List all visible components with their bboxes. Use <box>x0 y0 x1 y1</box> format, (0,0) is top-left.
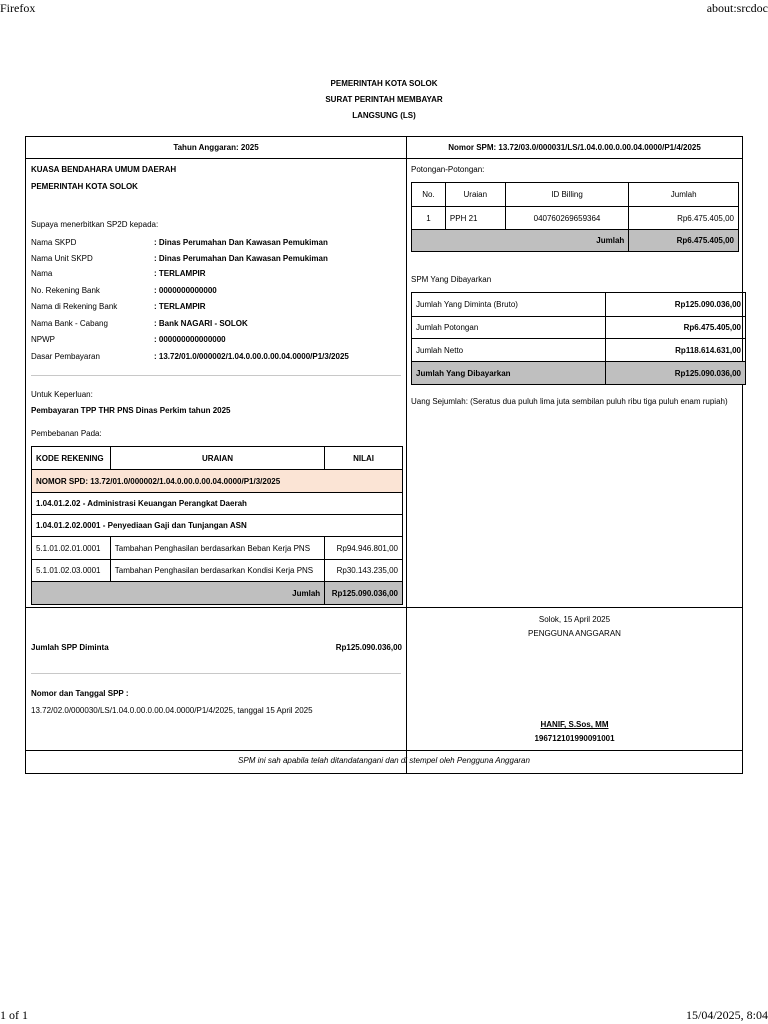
spm-dibayarkan-table <box>411 292 746 385</box>
group-kegiatan: 1.04.01.2.02 - Administrasi Keuangan Perangkat Daerah <box>32 493 403 515</box>
signature-row-divider <box>26 607 742 608</box>
cell-jumlah: Rp6.475.405,00 <box>629 207 739 230</box>
field-value: : Bank NAGARI - SOLOK <box>154 319 248 328</box>
header-no: No. <box>412 183 446 207</box>
group-subkegiatan: 1.04.01.2.02.0001 - Penyediaan Gaji dan Tunjangan ASN <box>32 515 403 537</box>
field-label: NPWP <box>31 335 55 344</box>
nomor-spd: NOMOR SPD: 13.72/01.0/000002/1.04.0.00.0.00.04.0000/P1/3/2025 <box>32 470 403 493</box>
field-label: Nama Unit SKPD <box>31 254 93 263</box>
nomor-spm: Nomor SPM: 13.72/03.0/000031/LS/1.04.0.00.0.00.04.0000/P1/4/2025 <box>448 143 701 152</box>
cell-uraian: Tambahan Penghasilan berdasarkan Kondisi Kerja PNS <box>110 560 324 582</box>
uang-sejumlah: Uang Sejumlah: (Seratus dua puluh lima juta sembilan puluh ribu tiga puluh enam rupiah) <box>411 397 728 406</box>
cell-nilai: Rp94.946.801,00 <box>325 537 403 560</box>
cell-nilai: Rp30.143.235,00 <box>325 560 403 582</box>
pembebanan-label: Pembebanan Pada: <box>31 429 102 438</box>
cell-label: Jumlah Yang Dibayarkan <box>412 362 606 385</box>
browser-app-name: Firefox <box>0 1 36 15</box>
separator <box>31 673 401 674</box>
field-value: : Dinas Perumahan Dan Kawasan Pemukiman <box>154 238 328 247</box>
nomor-tanggal-spp-value: 13.72/02.0/000030/LS/1.04.0.00.0.00.04.0000/P1/4/2025, tanggal 15 April 2025 <box>31 706 313 715</box>
pemerintah-kota: PEMERINTAH KOTA SOLOK <box>31 182 138 191</box>
cell-id-billing: 040760269659364 <box>505 207 629 230</box>
field-value: : TERLAMPIR <box>154 269 206 278</box>
table-total-row <box>412 362 746 385</box>
untuk-keperluan-label: Untuk Keperluan: <box>31 390 93 399</box>
footer-note: SPM ini sah apabila telah ditandatangani dan di stempel oleh Pengguna Anggaran <box>238 756 530 765</box>
browser-url: about:srcdoc <box>706 1 768 15</box>
cell-kode: 5.1.01.02.01.0001 <box>32 537 111 560</box>
table-total-row <box>32 582 403 605</box>
header-uraian: Uraian <box>445 183 505 207</box>
document-title <box>0 76 768 124</box>
page-count: 1 of 1 <box>0 1008 28 1022</box>
cell-value: Rp6.475.405,00 <box>606 317 746 339</box>
table-row <box>32 560 403 582</box>
header-id-billing: ID Billing <box>505 183 629 207</box>
footer-row-divider <box>26 750 742 751</box>
pembebanan-table <box>31 446 403 605</box>
nomor-tanggal-spp-label: Nomor dan Tanggal SPP : <box>31 689 129 698</box>
field-label: Nama <box>31 269 53 278</box>
table-row <box>412 207 739 230</box>
cell-uraian: PPH 21 <box>445 207 505 230</box>
table-row <box>412 339 746 362</box>
supaya-label: Supaya menerbitkan SP2D kepada: <box>31 220 159 229</box>
separator <box>31 375 401 376</box>
table-row <box>32 470 403 493</box>
field-value: : 13.72/01.0/000002/1.04.0.00.0.00.04.0000/P1/3/2025 <box>154 352 349 361</box>
table-row <box>412 293 746 317</box>
field-label: Nama di Rekening Bank <box>31 302 118 311</box>
header-uraian: URAIAN <box>110 447 324 470</box>
cell-value: Rp125.090.036,00 <box>606 362 746 385</box>
signer-nip: 196712101990091001 <box>534 734 615 743</box>
spm-dibayarkan-label: SPM Yang Dibayarkan <box>411 275 492 284</box>
cell-value: Rp118.614.631,00 <box>606 339 746 362</box>
cell-value: Rp125.090.036,00 <box>606 293 746 317</box>
kuasa-bud: KUASA BENDAHARA UMUM DAERAH <box>31 165 177 174</box>
field-label: Dasar Pembayaran <box>31 352 100 361</box>
title-line-1: PEMERINTAH KOTA SOLOK <box>330 79 438 88</box>
title-line-2: SURAT PERINTAH MEMBAYAR <box>325 95 443 104</box>
untuk-keperluan-value: Pembayaran TPP THR PNS Dinas Perkim tahun 2025 <box>31 406 231 415</box>
field-value: : Dinas Perumahan Dan Kawasan Pemukiman <box>154 254 328 263</box>
spm-document <box>25 136 743 774</box>
jumlah-spp-label: Jumlah SPP Diminta <box>31 643 109 652</box>
table-row <box>32 537 403 560</box>
table-header-row <box>412 183 739 207</box>
table-row <box>32 515 403 537</box>
field-label: Nama SKPD <box>31 238 77 247</box>
title-line-3: LANGSUNG (LS) <box>352 111 416 120</box>
cell-uraian: Tambahan Penghasilan berdasarkan Beban Kerja PNS <box>110 537 324 560</box>
table-header-row <box>32 447 403 470</box>
table-total-row <box>412 230 739 252</box>
place-date: Solok, 15 April 2025 <box>538 615 611 624</box>
cell-label: Jumlah Yang Diminta (Bruto) <box>412 293 606 317</box>
field-value: : 000000000000000 <box>154 335 226 344</box>
potongan-label: Potongan-Potongan: <box>411 165 485 174</box>
signer-role: PENGGUNA ANGGARAN <box>528 629 621 638</box>
potongan-table <box>411 182 739 252</box>
field-value: : 0000000000000 <box>154 286 217 295</box>
jumlah-spp-value: Rp125.090.036,00 <box>335 643 402 652</box>
cell-kode: 5.1.01.02.03.0001 <box>32 560 111 582</box>
header-kode-rekening: KODE REKENING <box>32 447 111 470</box>
jumlah-label: Jumlah <box>32 582 325 605</box>
tahun-anggaran: Tahun Anggaran: 2025 <box>173 143 259 152</box>
jumlah-value: Rp125.090.036,00 <box>325 582 403 605</box>
column-divider <box>406 137 407 773</box>
jumlah-label: Jumlah <box>412 230 629 252</box>
signer-name: HANIF, S.Sos, MM <box>540 720 609 729</box>
table-row <box>412 317 746 339</box>
print-datetime: 15/04/2025, 8:04 <box>685 1008 768 1022</box>
field-label: No. Rekening Bank <box>31 286 100 295</box>
header-row-divider <box>26 158 742 159</box>
header-nilai: NILAI <box>325 447 403 470</box>
header-jumlah: Jumlah <box>629 183 739 207</box>
field-label: Nama Bank - Cabang <box>31 319 108 328</box>
cell-no: 1 <box>412 207 446 230</box>
table-row <box>32 493 403 515</box>
cell-label: Jumlah Netto <box>412 339 606 362</box>
cell-label: Jumlah Potongan <box>412 317 606 339</box>
field-value: : TERLAMPIR <box>154 302 206 311</box>
jumlah-value: Rp6.475.405,00 <box>629 230 739 252</box>
